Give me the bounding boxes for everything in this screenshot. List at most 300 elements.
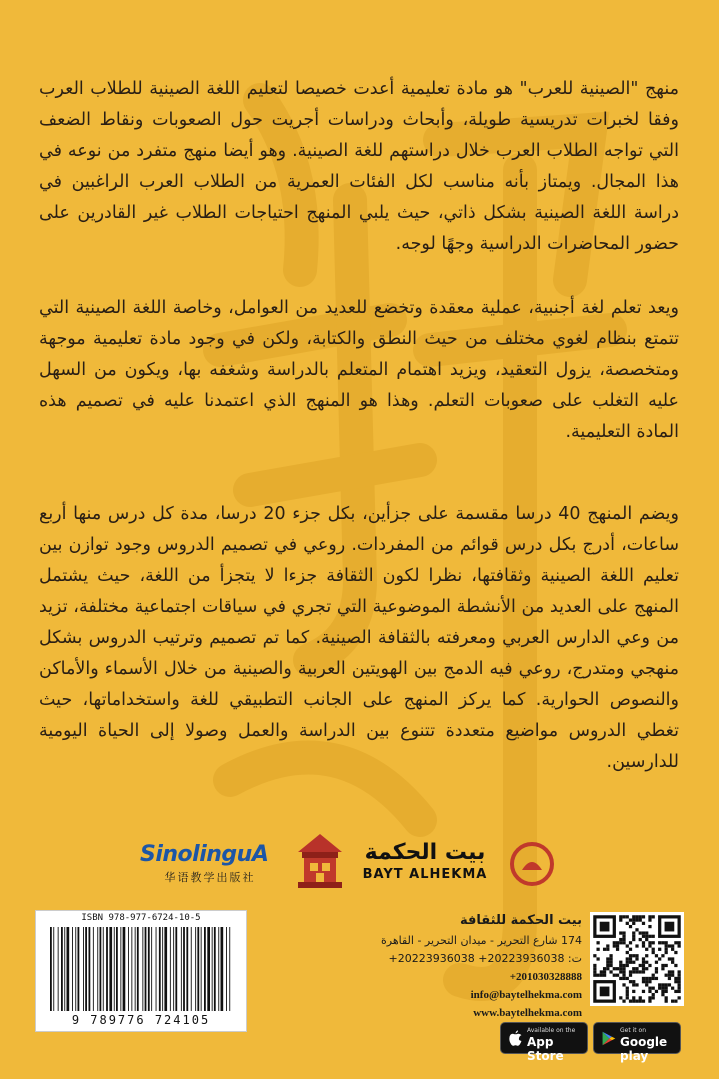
qr-module bbox=[642, 941, 645, 944]
qr-module bbox=[619, 961, 622, 964]
qr-module bbox=[639, 918, 642, 921]
qr-module bbox=[622, 977, 625, 980]
qr-module bbox=[678, 980, 681, 983]
qr-module bbox=[665, 951, 668, 954]
qr-module bbox=[652, 951, 655, 954]
qr-module bbox=[622, 974, 625, 977]
qr-module bbox=[648, 925, 651, 928]
qr-module bbox=[642, 944, 645, 947]
qr-module bbox=[596, 941, 599, 944]
qr-module bbox=[648, 915, 651, 918]
qr-code[interactable] bbox=[590, 912, 684, 1006]
qr-module bbox=[642, 964, 645, 967]
barcode-bar bbox=[218, 927, 219, 1011]
qr-module bbox=[606, 967, 609, 970]
qr-module bbox=[613, 941, 616, 944]
qr-module bbox=[632, 938, 635, 941]
qr-module bbox=[603, 970, 606, 973]
qr-module bbox=[639, 931, 642, 934]
qr-module bbox=[674, 964, 677, 967]
qr-module bbox=[629, 957, 632, 960]
qr-module bbox=[645, 977, 648, 980]
qr-module bbox=[606, 948, 609, 951]
barcode-bar bbox=[229, 927, 230, 1011]
qr-module bbox=[658, 941, 661, 944]
qr-module bbox=[655, 970, 658, 973]
qr-module bbox=[629, 948, 632, 951]
qr-module bbox=[619, 967, 622, 970]
qr-module bbox=[622, 967, 625, 970]
qr-module bbox=[655, 977, 658, 980]
barcode-bar bbox=[156, 927, 157, 1011]
qr-module bbox=[596, 974, 599, 977]
qr-module bbox=[678, 987, 681, 990]
qr-module bbox=[635, 1000, 638, 1003]
barcode-bar bbox=[145, 927, 147, 1011]
qr-module bbox=[626, 964, 629, 967]
qr-module bbox=[632, 918, 635, 921]
qr-module bbox=[658, 983, 661, 986]
qr-module bbox=[645, 931, 648, 934]
qr-module bbox=[645, 935, 648, 938]
qr-module bbox=[600, 974, 603, 977]
qr-module bbox=[632, 980, 635, 983]
barcode-bar bbox=[162, 927, 163, 1011]
app-store-badge[interactable] bbox=[500, 1022, 588, 1063]
qr-module bbox=[645, 948, 648, 951]
qr-module bbox=[648, 977, 651, 980]
apple-icon bbox=[507, 1030, 524, 1047]
app-store-big-text: App Store bbox=[527, 1035, 564, 1063]
barcode-bar bbox=[170, 927, 171, 1011]
qr-module bbox=[619, 915, 622, 918]
qr-module bbox=[674, 941, 677, 944]
barcode-bar bbox=[64, 927, 65, 1011]
qr-module bbox=[619, 977, 622, 980]
barcode-bars bbox=[48, 927, 234, 1011]
qr-module bbox=[648, 944, 651, 947]
sinolingua-logo bbox=[140, 842, 280, 885]
qr-module bbox=[661, 993, 664, 996]
qr-module bbox=[655, 954, 658, 957]
qr-module bbox=[658, 948, 661, 951]
qr-module bbox=[626, 961, 629, 964]
qr-module bbox=[678, 983, 681, 986]
qr-module bbox=[658, 987, 661, 990]
app-store-small-text: Available on the bbox=[527, 1027, 576, 1034]
qr-module bbox=[648, 987, 651, 990]
qr-module bbox=[642, 915, 645, 918]
qr-module bbox=[661, 941, 664, 944]
qr-module bbox=[622, 964, 625, 967]
qr-module bbox=[619, 941, 622, 944]
qr-module bbox=[671, 974, 674, 977]
qr-module bbox=[609, 970, 612, 973]
qr-module bbox=[632, 961, 635, 964]
publisher-circle-icon bbox=[508, 840, 556, 888]
qr-module bbox=[642, 967, 645, 970]
intro-paragraph: منهج "الصينية للعرب" هو مادة تعليمية أعدت خصيصا لتعليم اللغة الصينية للطلاب العرب وفقا لخبرات تدريسية طويلة، وأبحاث ودراسات أجريت حول الصعوبات ونقاط الضعف التي تواجه الطلاب العرب خلال دراستهم للغة الصينية. وهو أيضا منهج متفرد من نوعه في هذا المجال. ويمتاز بأنه مناسب لكل الفئات العمرية من الطلاب العرب الراغبين في دراسة اللغة الصينية بشكل ذاتي، حيث يلبي المنهج احتياجات الطلاب غير القادرين على حضور المحاضرات الدراسية وجهًا لوجه. bbox=[39, 79, 679, 254]
barcode-bar bbox=[116, 927, 118, 1011]
qr-module bbox=[648, 935, 651, 938]
google-play-big-text: Google play bbox=[620, 1035, 668, 1063]
qr-module bbox=[645, 961, 648, 964]
qr-finder-core bbox=[600, 987, 610, 997]
qr-module bbox=[668, 974, 671, 977]
publisher-name: بيت الحكمة للثقافة bbox=[460, 913, 582, 928]
qr-module bbox=[593, 970, 596, 973]
qr-module bbox=[642, 935, 645, 938]
qr-module bbox=[668, 977, 671, 980]
qr-module bbox=[635, 957, 638, 960]
qr-module bbox=[613, 967, 616, 970]
qr-module bbox=[596, 948, 599, 951]
qr-module bbox=[629, 1000, 632, 1003]
qr-module bbox=[665, 996, 668, 999]
sinolingua-name: SinolinguA bbox=[140, 842, 269, 867]
qr-module bbox=[674, 990, 677, 993]
qr-module bbox=[665, 964, 668, 967]
barcode-bar bbox=[226, 927, 227, 1011]
qr-module bbox=[622, 931, 625, 934]
qr-module bbox=[655, 967, 658, 970]
qr-module bbox=[648, 918, 651, 921]
qr-module bbox=[639, 996, 642, 999]
qr-module bbox=[626, 922, 629, 925]
qr-module bbox=[678, 944, 681, 947]
qr-module bbox=[632, 915, 635, 918]
qr-module bbox=[632, 990, 635, 993]
qr-module bbox=[648, 980, 651, 983]
qr-module bbox=[674, 1000, 677, 1003]
qr-module bbox=[671, 987, 674, 990]
qr-module bbox=[661, 987, 664, 990]
qr-module bbox=[665, 944, 668, 947]
qr-module bbox=[635, 944, 638, 947]
qr-module bbox=[665, 990, 668, 993]
qr-module bbox=[616, 941, 619, 944]
qr-module bbox=[674, 980, 677, 983]
qr-module bbox=[645, 938, 648, 941]
barcode-bar bbox=[186, 927, 188, 1011]
qr-module bbox=[603, 967, 606, 970]
qr-module bbox=[626, 915, 629, 918]
qr-module bbox=[652, 935, 655, 938]
qr-module bbox=[639, 970, 642, 973]
qr-module bbox=[632, 967, 635, 970]
barcode-bar bbox=[61, 927, 63, 1011]
qr-module bbox=[593, 964, 596, 967]
qr-module bbox=[619, 931, 622, 934]
qr-module bbox=[648, 964, 651, 967]
qr-module bbox=[632, 970, 635, 973]
barcode-bar bbox=[195, 927, 196, 1011]
qr-module bbox=[629, 918, 632, 921]
qr-module bbox=[642, 961, 645, 964]
qr-module bbox=[619, 996, 622, 999]
qr-module bbox=[616, 948, 619, 951]
qr-module bbox=[626, 987, 629, 990]
qr-module bbox=[665, 983, 668, 986]
qr-module bbox=[635, 970, 638, 973]
qr-module bbox=[674, 951, 677, 954]
bayt-alhekma-logo bbox=[355, 840, 495, 882]
qr-module bbox=[665, 948, 668, 951]
barcode-bar bbox=[78, 927, 80, 1011]
qr-module bbox=[606, 961, 609, 964]
qr-module bbox=[632, 983, 635, 986]
barcode-bar bbox=[67, 927, 70, 1011]
qr-module bbox=[629, 980, 632, 983]
qr-finder-core bbox=[665, 922, 675, 932]
publisher-address: 174 شارع التحرير - ميدان التحرير - القاهرة bbox=[381, 934, 582, 947]
qr-module bbox=[642, 970, 645, 973]
barcode-bar bbox=[103, 927, 104, 1011]
qr-module bbox=[648, 990, 651, 993]
qr-module bbox=[632, 922, 635, 925]
qr-module bbox=[652, 941, 655, 944]
qr-module bbox=[642, 1000, 645, 1003]
barcode-bar bbox=[175, 927, 177, 1011]
barcode-bar bbox=[221, 927, 224, 1011]
barcode-bar bbox=[159, 927, 161, 1011]
publisher-phone: ت: 20223936038+ 20223936038+ bbox=[388, 952, 582, 965]
qr-module bbox=[629, 974, 632, 977]
barcode-bar bbox=[106, 927, 108, 1011]
qr-module bbox=[671, 970, 674, 973]
qr-module bbox=[665, 941, 668, 944]
qr-module bbox=[616, 974, 619, 977]
qr-module bbox=[645, 980, 648, 983]
qr-module bbox=[642, 977, 645, 980]
qr-module bbox=[616, 967, 619, 970]
isbn-barcode bbox=[35, 910, 247, 1032]
qr-module bbox=[609, 964, 612, 967]
qr-module bbox=[635, 983, 638, 986]
qr-module bbox=[626, 951, 629, 954]
barcode-bar bbox=[151, 927, 152, 1011]
barcode-bar bbox=[164, 927, 167, 1011]
qr-module bbox=[658, 957, 661, 960]
qr-module bbox=[671, 957, 674, 960]
google-play-small-text: Get it on bbox=[620, 1027, 647, 1034]
google-play-badge[interactable] bbox=[593, 1022, 681, 1063]
qr-module bbox=[648, 941, 651, 944]
qr-module bbox=[593, 967, 596, 970]
qr-module bbox=[626, 996, 629, 999]
qr-module bbox=[606, 944, 609, 947]
qr-module bbox=[613, 944, 616, 947]
qr-module bbox=[619, 918, 622, 921]
qr-module bbox=[652, 996, 655, 999]
barcode-bar bbox=[207, 927, 210, 1011]
publisher-contact-info bbox=[320, 913, 582, 1022]
qr-module bbox=[661, 967, 664, 970]
qr-module bbox=[678, 970, 681, 973]
barcode-bar bbox=[131, 927, 132, 1011]
barcode-bar bbox=[85, 927, 87, 1011]
qr-module bbox=[629, 954, 632, 957]
qr-module bbox=[671, 944, 674, 947]
qr-module bbox=[668, 983, 671, 986]
qr-module bbox=[655, 961, 658, 964]
qr-module bbox=[671, 961, 674, 964]
qr-module bbox=[665, 1000, 668, 1003]
qr-module bbox=[616, 944, 619, 947]
qr-module bbox=[648, 1000, 651, 1003]
qr-module bbox=[635, 954, 638, 957]
qr-module bbox=[678, 977, 681, 980]
qr-module bbox=[635, 915, 638, 918]
barcode-bar bbox=[100, 927, 102, 1011]
publisher-website[interactable]: www.baytelhekma.com bbox=[473, 1007, 582, 1019]
qr-module bbox=[622, 941, 625, 944]
qr-module bbox=[671, 948, 674, 951]
qr-module bbox=[626, 977, 629, 980]
isbn-label: ISBN 978-977-6724-10-5 bbox=[81, 913, 201, 923]
qr-module bbox=[603, 948, 606, 951]
qr-module bbox=[661, 964, 664, 967]
bayt-alhekma-house-icon bbox=[292, 830, 348, 892]
barcode-bar bbox=[120, 927, 121, 1011]
qr-module bbox=[678, 974, 681, 977]
qr-module bbox=[622, 938, 625, 941]
qr-module bbox=[622, 970, 625, 973]
qr-module bbox=[655, 990, 658, 993]
barcode-bar bbox=[97, 927, 98, 1011]
barcode-bar bbox=[109, 927, 112, 1011]
barcode-bar bbox=[53, 927, 54, 1011]
qr-module bbox=[626, 990, 629, 993]
qr-module bbox=[593, 974, 596, 977]
barcode-bar bbox=[75, 927, 76, 1011]
qr-module bbox=[632, 931, 635, 934]
qr-module bbox=[652, 915, 655, 918]
qr-module bbox=[629, 970, 632, 973]
qr-module bbox=[622, 1000, 625, 1003]
qr-module bbox=[609, 961, 612, 964]
qr-module bbox=[626, 957, 629, 960]
qr-module bbox=[639, 938, 642, 941]
barcode-bar bbox=[137, 927, 139, 1011]
qr-module bbox=[606, 957, 609, 960]
qr-module bbox=[652, 993, 655, 996]
qr-module bbox=[678, 990, 681, 993]
barcode-bar bbox=[142, 927, 143, 1011]
qr-module bbox=[629, 925, 632, 928]
qr-module bbox=[596, 957, 599, 960]
barcode-bar bbox=[173, 927, 174, 1011]
barcode-bar bbox=[181, 927, 182, 1011]
qr-module bbox=[671, 1000, 674, 1003]
barcode-bar bbox=[204, 927, 206, 1011]
qr-module bbox=[635, 928, 638, 931]
barcode-bar bbox=[214, 927, 216, 1011]
barcode-bar bbox=[135, 927, 136, 1011]
qr-module bbox=[622, 915, 625, 918]
qr-module bbox=[626, 944, 629, 947]
qr-module bbox=[639, 964, 642, 967]
qr-module bbox=[652, 974, 655, 977]
barcode-bar bbox=[72, 927, 73, 1011]
barcode-bar bbox=[128, 927, 129, 1011]
qr-module bbox=[642, 922, 645, 925]
qr-module bbox=[632, 954, 635, 957]
qr-module bbox=[668, 957, 671, 960]
qr-module bbox=[645, 967, 648, 970]
qr-module bbox=[652, 987, 655, 990]
qr-module bbox=[652, 977, 655, 980]
barcode-bar bbox=[148, 927, 150, 1011]
publisher-logos bbox=[0, 822, 719, 902]
bayt-alhekma-arabic-name: بيت الحكمة bbox=[364, 840, 486, 865]
qr-module bbox=[600, 970, 603, 973]
qr-module bbox=[645, 983, 648, 986]
qr-module bbox=[619, 964, 622, 967]
qr-module bbox=[635, 918, 638, 921]
qr-module bbox=[648, 996, 651, 999]
qr-module bbox=[668, 944, 671, 947]
barcode-bar bbox=[197, 927, 199, 1011]
qr-module bbox=[665, 987, 668, 990]
qr-module bbox=[639, 915, 642, 918]
qr-module bbox=[593, 954, 596, 957]
barcode-bar bbox=[191, 927, 192, 1011]
qr-module bbox=[668, 970, 671, 973]
qr-module bbox=[639, 1000, 642, 1003]
qr-module bbox=[642, 990, 645, 993]
barcode-bar bbox=[58, 927, 59, 1011]
qr-module bbox=[622, 935, 625, 938]
bayt-alhekma-english-name: BAYT ALHEKMA bbox=[362, 867, 488, 882]
barcode-bar bbox=[83, 927, 84, 1011]
qr-module bbox=[642, 931, 645, 934]
google-play-icon bbox=[600, 1030, 617, 1047]
barcode-bar bbox=[212, 927, 213, 1011]
qr-module bbox=[632, 935, 635, 938]
barcode-bar bbox=[50, 927, 52, 1011]
barcode-bar bbox=[89, 927, 91, 1011]
qr-module bbox=[619, 938, 622, 941]
qr-module bbox=[678, 996, 681, 999]
qr-module bbox=[674, 977, 677, 980]
qr-module bbox=[622, 983, 625, 986]
barcode-bar bbox=[183, 927, 185, 1011]
barcode-bar bbox=[114, 927, 115, 1011]
sinolingua-chinese-name: 华语教学出版社 bbox=[164, 871, 256, 884]
qr-module bbox=[678, 941, 681, 944]
qr-module bbox=[629, 941, 632, 944]
publisher-email[interactable]: info@baytelhekma.com bbox=[470, 989, 582, 1001]
qr-module bbox=[609, 954, 612, 957]
learning-paragraph: ويعد تعلم لغة أجنبية، عملية معقدة وتخضع للعديد من العوامل، وخاصة اللغة الصينية التي تتمتع بنظام لغوي مختلف من حيث النطق والكتابة، ولكن في وجود مادة تعليمية موجهة ومتخصصة، يزول التعقيد، ويزيد اهتمام المتعلم بالدراسة وشغفه بها، ويكون من السهل عليه التغلب على صعوبات التعلم. وهذا هو المنهج الذي اعتمدنا عليه في تصميم هذه المادة التعليمية. bbox=[39, 298, 679, 442]
qr-module bbox=[632, 1000, 635, 1003]
qr-module bbox=[632, 996, 635, 999]
curriculum-paragraph: ويضم المنهج 40 درسا مقسمة على جزأين، بكل جزء 20 درسا، مدة كل درس منها أربع ساعات، أدرج بكل درس قوائم من المفردات. روعي في تصميم الدروس وجود توازن بين تعليم اللغة الصينية وثقافتها، نظرا لكون الثقافة جزءا لا يتجزأ من اللغة، حيث يشتمل المنهج على العديد من الأنشطة الموضوعية التي تجري في سياقات اجتماعية مختلفة، تزيد من وعي الدارس العربي ومعرفته بالثقافة الصينية. كما تم تصميم وترتيب الدروس بشكل منهجي ومتدرج، روعي فيه الدمج بين الهويتين العربية والصينية من خلال الأسماء والأماكن والنصوص الحوارية. كما يركز المنهج على الجانب التطبيقي للغة واستخداماتها، حيث تغطي الدروس مواضيع متعددة تتنوع بين الدراسة والعمل وصولا إلى الحياة اليومية للدارسين. bbox=[39, 504, 679, 772]
publisher-mobile: +201030328888 bbox=[509, 971, 582, 983]
qr-module bbox=[645, 954, 648, 957]
qr-module bbox=[661, 990, 664, 993]
barcode-bar bbox=[93, 927, 94, 1011]
qr-module bbox=[665, 974, 668, 977]
barcode-digits: 9 789776 724105 bbox=[71, 1013, 211, 1027]
qr-module bbox=[661, 954, 664, 957]
qr-module bbox=[642, 957, 645, 960]
qr-module bbox=[642, 980, 645, 983]
qr-module bbox=[613, 974, 616, 977]
qr-module bbox=[609, 957, 612, 960]
qr-finder-core bbox=[600, 922, 610, 932]
